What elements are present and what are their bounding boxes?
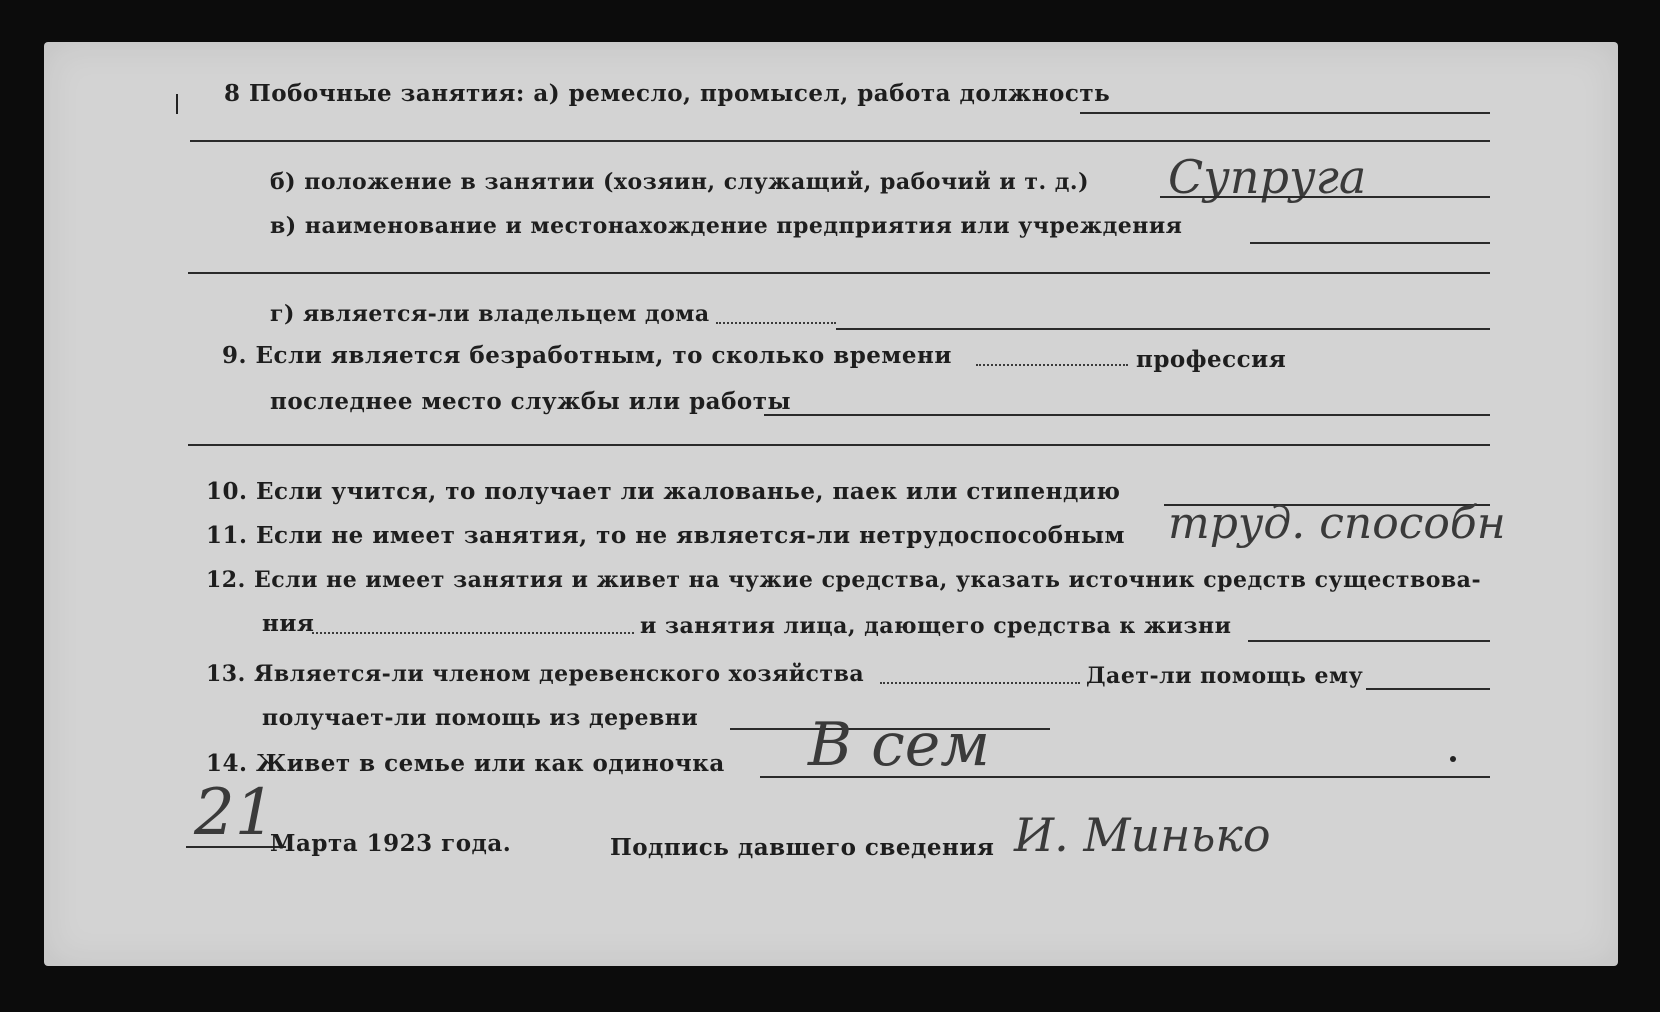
q10-line xyxy=(206,478,1120,506)
q14-text: Живет в семье или как одиночка xyxy=(256,750,725,777)
q14-fill-line xyxy=(760,776,1490,778)
q9-last-job-line-2 xyxy=(188,444,1490,446)
q14-number: 14. xyxy=(206,750,248,777)
q8-g-dots xyxy=(716,322,836,324)
date-text: Марта 1923 года. xyxy=(270,830,512,857)
q8-g-fill-line xyxy=(836,328,1490,330)
q8-number: 8 xyxy=(224,80,241,107)
q12-line xyxy=(206,566,1481,594)
q11-answer: труд. способн xyxy=(1168,498,1506,549)
q13-help-to: Дает-ли помощь ему xyxy=(1086,663,1364,689)
q10-text: Если учится, то получает ли жалованье, паек или стипендию xyxy=(256,478,1121,505)
q8-g-text: г) является-ли владельцем дома xyxy=(270,301,710,327)
q12-fill-line xyxy=(1248,640,1490,642)
q9-profession-label: профессия xyxy=(1136,346,1287,373)
q9-last-job-text: последнее место службы или работы xyxy=(270,388,792,415)
q8-b-text: б) положение в занятии (хозяин, служащий, рабочий и т. д.) xyxy=(270,169,1090,195)
q8-b-fill-line xyxy=(1160,196,1490,198)
q8-a-fill-line-2 xyxy=(190,140,1490,142)
q11-line xyxy=(206,522,1125,550)
q10-number: 10. xyxy=(206,478,248,505)
q8-line-a xyxy=(224,80,1110,108)
q8-v-text: в) наименование и местонахождение предприятия или учреждения xyxy=(270,213,1183,239)
q9-text: Если является безработным, то сколько времени xyxy=(255,342,952,369)
q9-line xyxy=(222,342,952,370)
q13-number: 13. xyxy=(206,661,246,687)
q13-help-from: получает-ли помощь из деревни xyxy=(262,705,699,731)
q12-number: 12. xyxy=(206,567,246,593)
q14-line xyxy=(206,750,725,778)
q9-time-dots xyxy=(976,364,1128,366)
date-day: 21 xyxy=(194,776,276,850)
q8-v-fill-line xyxy=(1250,242,1490,244)
q12-cont-a: ния xyxy=(262,610,315,637)
signature: И. Минько xyxy=(1014,808,1271,862)
q8-a-text: Побочные занятия: а) ремесло, промысел, работа должность xyxy=(249,80,1111,107)
q9-last-job-line xyxy=(764,414,1490,416)
q8-b-answer: Супруга xyxy=(1168,150,1367,204)
q12-text: Если не имеет занятия и живет на чужие средства, указать источник средств существова- xyxy=(253,567,1482,593)
q13-text: Является-ли членом деревенского хозяйства xyxy=(253,661,865,687)
ink-spot xyxy=(1450,756,1456,762)
q13-dots xyxy=(880,682,1080,684)
q14-answer: В сем xyxy=(808,710,991,780)
q8-v-fill-line-2 xyxy=(188,272,1490,274)
q13-help-to-line xyxy=(1366,688,1490,690)
q11-number: 11. xyxy=(206,522,248,549)
q12-cont-b: и занятия лица, дающего средства к жизни xyxy=(640,613,1232,639)
q13-line xyxy=(206,660,864,688)
q9-number: 9. xyxy=(222,342,248,369)
margin-mark xyxy=(176,94,178,114)
q11-text: Если не имеет занятия, то не является-ли нетрудоспособным xyxy=(256,522,1126,549)
q12-dots xyxy=(312,632,634,634)
signature-label: Подпись давшего сведения xyxy=(610,834,995,861)
q8-a-fill-line xyxy=(1080,112,1490,114)
